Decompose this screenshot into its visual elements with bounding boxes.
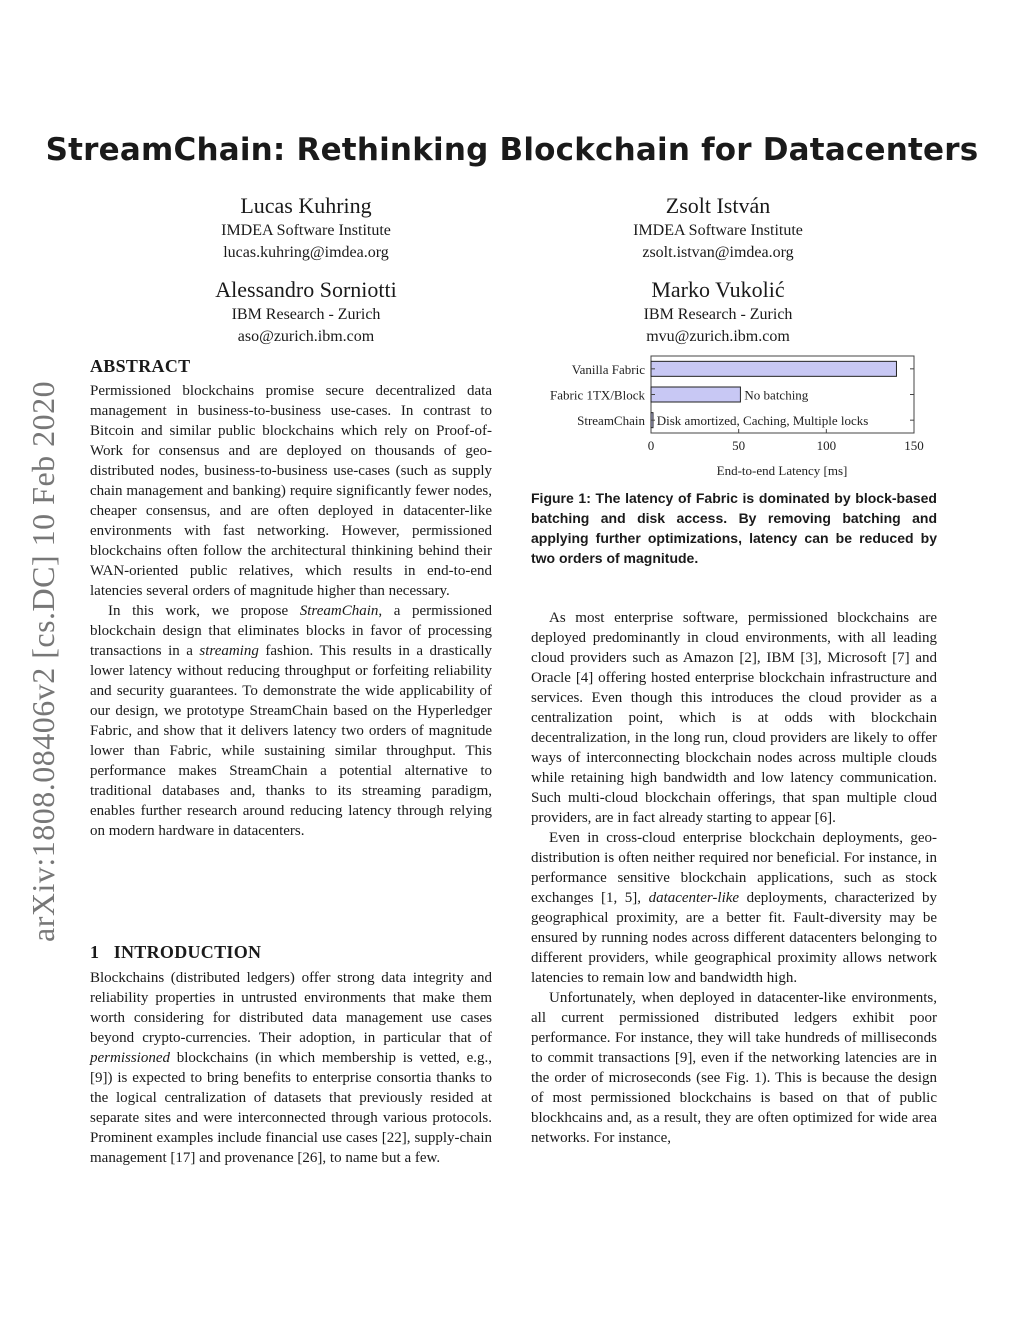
bar-annotation: Disk amortized, Caching, Multiple locks bbox=[656, 413, 869, 429]
bar-vanilla-fabric bbox=[651, 361, 896, 376]
body-paragraph: Unfortunately, when deployed in datacenter-like environments, all current permissioned distributed ledgers exhibit poor performance. For instance, they will take hundreds of milliseconds to commit transactions [9], even if the networking latencies are in the order of microseconds (see Fig. 1). This is because the design of most permissioned blockchains is based on that of public blockhcains and, as a result, they are often optimized for wide area networks. For instance, bbox=[531, 990, 937, 1146]
figure-caption: Figure 1: The latency of Fabric is dominated by block-based batching and disk access. By removing batching and applying further optimizations, latency can be reduced by two orders of magnitude. bbox=[531, 490, 937, 566]
abstract-paragraph: In this work, we propose StreamChain, a permissioned blockchain design that eliminates blocks in favor of processing transactions in a streaming fashion. This results in a drastically lower latency without reducing throughput or forfeiting reliability and security guarantees. To demonstrate the wide applicability of our design, we prototype StreamChain based on the Hyperledger Fabric, and show that it delivers latency two orders of magnitude lower than Fabric, while sustaining similar throughput. This performance makes StreamChain a potential alternative to traditional databases and, thanks to its streaming paradigm, enables further research around reducing latency through relying on modern hardware in datacenters. bbox=[90, 603, 492, 839]
category-label: Fabric 1TX/Block bbox=[550, 387, 645, 403]
author-affiliation: IBM Research - Zurich bbox=[643, 306, 793, 323]
category-label: Vanilla Fabric bbox=[571, 361, 645, 377]
right-column-text bbox=[531, 608, 937, 1148]
author-affiliation: IBM Research - Zurich bbox=[231, 306, 381, 323]
author-affiliation: IMDEA Software Institute bbox=[633, 222, 803, 239]
author-name: Zsolt István bbox=[665, 193, 771, 218]
introduction-section bbox=[90, 942, 492, 1168]
abstract-section bbox=[90, 356, 492, 841]
section-heading: 1 INTRODUCTION bbox=[90, 942, 262, 962]
intro-paragraph: Blockchains (distributed ledgers) offer strong data integrity and reliability properties in untrusted environments that make them worth considering for distributed data management use cases beyond crypto-currencies. Their adoption, in particular that of permissioned blockchains (in which membership is vetted, e.g., [9]) is expected to bring benefits to enterprise consortia thanks to the logical centralization of datasets that previously resided at separate sites and were interconnected through various protocols. Prominent examples include financial use cases [22], supply-chain management [17] and provenance [26], to name but a few. bbox=[90, 970, 492, 1166]
x-tick-label: 0 bbox=[647, 438, 655, 453]
bar-fabric-1tx-block bbox=[651, 387, 740, 402]
author-email[interactable]: lucas.kuhring@imdea.org bbox=[223, 244, 389, 261]
author-email[interactable]: aso@zurich.ibm.com bbox=[237, 328, 375, 345]
author-block bbox=[146, 276, 466, 348]
x-tick-label: 50 bbox=[732, 438, 746, 453]
author-name: Alessandro Sorniotti bbox=[215, 277, 397, 302]
x-tick-label: 150 bbox=[904, 438, 924, 453]
x-axis-label: End-to-end Latency [ms] bbox=[716, 463, 848, 478]
arxiv-identifier: arXiv:1808.08406v2 [cs.DC] 10 Feb 2020 bbox=[25, 380, 61, 942]
latency-bar-chart bbox=[520, 345, 950, 485]
body-paragraph: As most enterprise software, permissioned blockchains are deployed predominantly in cloud environments, with all leading cloud providers such as Amazon [2], IBM [3], Microsoft [7] and Oracle [4] offering hosted enterprise blockchain infrastructure and services. Even though this introduces the cloud provider as a centralization point, which is at odds with blockchain decentralization, in the long run, cloud providers are likely to offer ways of interconnecting blockchain nodes across multiple clouds while retaining high bandwidth and low latency communication. Such multi-cloud blockchain offerings, that span multiple cloud providers, are in fact already starting to appear [6]. bbox=[531, 610, 937, 826]
paper-title: StreamChain: Rethinking Blockchain for Datacenters bbox=[45, 132, 979, 168]
author-block bbox=[558, 276, 878, 348]
author-email[interactable]: mvu@zurich.ibm.com bbox=[646, 328, 790, 345]
category-label: StreamChain bbox=[577, 413, 645, 429]
author-email[interactable]: zsolt.istvan@imdea.org bbox=[642, 244, 794, 261]
abstract-heading: ABSTRACT bbox=[90, 356, 191, 376]
abstract-paragraph: Permissioned blockchains promise secure decentralized data management in business-to-business use-cases. In contrast to Bitcoin and similar public blockchains which rely on Proof-of-Work for consensus and are deployed on thousands of geo-distributed nodes, business-to-business use-cases (such as supply chain management and banking) require significantly fewer nodes, cheaper consensus, and are often deployed in datacenter-like environments with fast networking. However, permissioned blockchains often follow the architectural thinkining behind their WAN-oriented public relatives, which results in end-to-end latencies several orders of magnitude higher than necessary. bbox=[90, 383, 492, 599]
author-name: Lucas Kuhring bbox=[240, 193, 372, 218]
author-affiliation: IMDEA Software Institute bbox=[221, 222, 391, 239]
author-block bbox=[558, 192, 878, 264]
x-tick-label: 100 bbox=[816, 438, 837, 453]
body-paragraph: Even in cross-cloud enterprise blockchain deployments, geo-distribution is often neither required nor beneficial. For instance, in performance sensitive blockchain applications, such as stock exchanges [1, 5], datacenter-like deployments, characterized by geographical proximity, are a better fit. Fault-diversity may be ensured by running nodes across different datacenters belonging to different providers, while geographical proximity allows network latencies to remain low and bandwidth high. bbox=[531, 830, 937, 986]
author-block bbox=[146, 192, 466, 264]
author-name: Marko Vukolić bbox=[651, 277, 785, 302]
bar-annotation: No batching bbox=[744, 387, 809, 403]
